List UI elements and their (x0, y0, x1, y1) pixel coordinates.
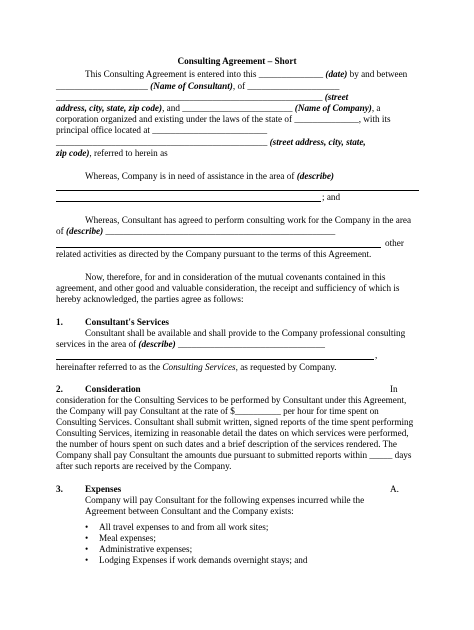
section-2-line-3: Consulting Services. Consultant shall submit written, signed reports of the time spent performing (56, 417, 414, 427)
intro-line-5: corporation organized and existing under the laws of the state of ______________, with its (56, 114, 391, 124)
whereas-2-line-2: of (describe) __________________________________________________ (56, 226, 336, 236)
now-therefore-line-2: agreement, and other good and valuable consideration, the receipt and sufficiency of which is (56, 283, 400, 293)
section-2-line-7: after such reports are received by the Company. (56, 461, 232, 471)
expense-list-item: • Meal expenses; (85, 533, 156, 543)
bullet-icon: • (85, 544, 89, 554)
whereas-1-blank-1 (56, 190, 419, 191)
intro-line-4: address, city, state, zip code), and ________________________ (Name of Company), a (56, 103, 381, 113)
section-1-line-4: hereinafter referred to as the Consulting Services, as requested by Company. (56, 362, 337, 372)
whereas-2-line-1: Whereas, Consultant has agreed to perform consulting work for the Company in the area (85, 215, 412, 225)
now-therefore-line-3: hereby acknowledged, the parties agree as follows: (56, 294, 244, 304)
section-1-line-3: , (375, 350, 378, 360)
section-2-number: 2. (56, 384, 63, 394)
section-3-number: 3. (56, 484, 63, 494)
section-2-line-2: the Company will pay Consultant at the rate of $__________ per hour for time spent on (56, 406, 379, 416)
intro-line-1: This Consulting Agreement is entered into this ______________ (date) by and between (85, 69, 408, 79)
section-1-blank (56, 359, 374, 360)
whereas-1-blank-2 (56, 201, 321, 202)
intro-line-8: zip code), referred to herein as (56, 148, 168, 158)
section-2-line-6: Company shall pay Consultant the amounts due pursuant to submitted reports within _____ days (56, 450, 412, 460)
section-2-heading: Consideration (85, 384, 141, 394)
whereas-2-line-4: related activities as directed by the Company pursuant to the terms of this Agreement. (56, 249, 372, 259)
section-3-subsection-a: A. (390, 484, 399, 494)
expense-list-item: • Administrative expenses; (85, 544, 193, 554)
bullet-icon: • (85, 555, 89, 565)
section-3-line-2: Agreement between Consultant and the Company exists: (85, 506, 294, 516)
document-title: Consulting Agreement – Short (177, 56, 297, 66)
intro-line-3: __________________________________________________________ (street (56, 92, 349, 102)
whereas-1-line-3: ; and (322, 192, 341, 202)
intro-line-7: ______________________________________________ (street address, city, state, (56, 137, 366, 147)
whereas-2-blank (56, 247, 381, 248)
intro-line-6: principal office located at _________________________ (56, 125, 268, 135)
section-2-line-1: consideration for the Consulting Services to be performed by Consultant under this Agreement, (56, 395, 407, 405)
whereas-2-line-3: other (385, 238, 404, 248)
bullet-icon: • (85, 522, 89, 532)
section-1-line-1: Consultant shall be available and shall provide to the Company professional consulting (85, 328, 406, 338)
expense-list-item: • All travel expenses to and from all work sites; (85, 522, 269, 532)
section-3-line-1: Company will pay Consultant for the following expenses incurred while the (85, 495, 365, 505)
whereas-1-line-1: Whereas, Company is in need of assistance in the area of (describe) (85, 171, 334, 181)
intro-line-2: ____________________ (Name of Consultant), of ____________________ (56, 81, 340, 91)
now-therefore-line-1: Now, therefore, for and in consideration of the mutual covenants contained in this (85, 272, 386, 282)
section-2-in: In (390, 384, 398, 394)
section-2-line-5: the number of hours spent on such dates and a brief description of the services rendered. The (56, 439, 397, 449)
section-3-heading: Expenses (85, 484, 122, 494)
expense-list-item: • Lodging Expenses if work demands overnight stays; and (85, 555, 308, 565)
section-1-line-2: services in the area of (describe) ________________________________ (56, 339, 325, 349)
section-1-number: 1. (56, 317, 63, 327)
bullet-icon: • (85, 533, 89, 543)
section-2-line-4: Consulting Services, itemizing in reasonable detail the dates on which services were performed, (56, 428, 409, 438)
section-1-heading: Consultant's Services (85, 317, 169, 327)
